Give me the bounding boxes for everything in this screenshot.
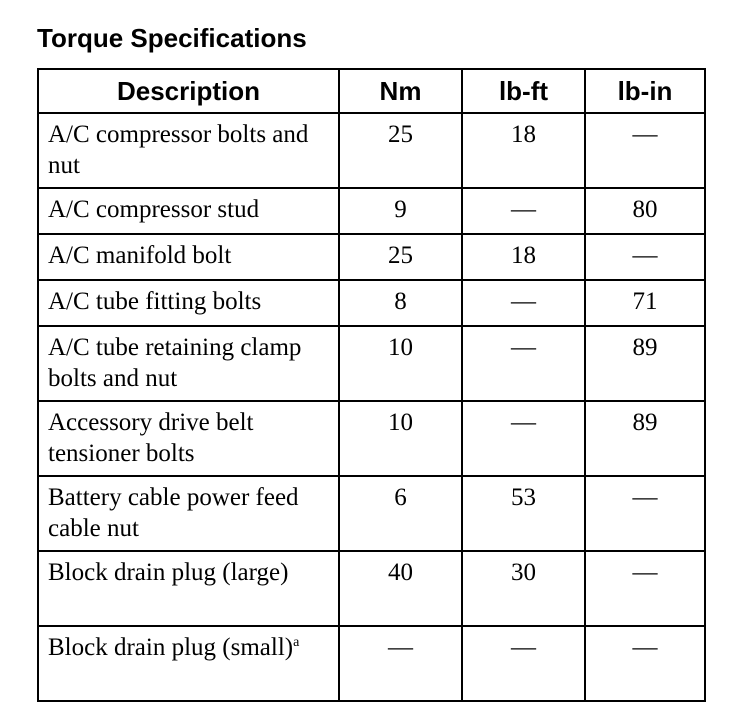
lb-ft-cell: 18 [462,113,585,188]
lb-in-cell: — [585,113,705,188]
lb-in-cell: — [585,234,705,280]
nm-cell: 25 [339,234,462,280]
table-row [38,401,705,476]
table-row [38,326,705,401]
lb-in-cell: — [585,551,705,626]
nm-cell: 8 [339,280,462,326]
description-cell: Block drain plug (large) [38,551,339,626]
description-cell: A/C manifold bolt [38,234,339,280]
lb-in-cell: — [585,476,705,551]
lb-ft-cell: — [462,280,585,326]
table-row [38,476,705,551]
column-header-lb-in: lb-in [585,69,705,113]
description-cell: A/C compressor stud [38,188,339,234]
nm-cell: 6 [339,476,462,551]
table-row [38,234,705,280]
page-title: Torque Specifications [37,23,307,53]
lb-ft-cell: 30 [462,551,585,626]
nm-cell: 10 [339,326,462,401]
table-row [38,626,705,701]
lb-in-cell: 89 [585,326,705,401]
lb-in-cell: 71 [585,280,705,326]
table-row [38,113,705,188]
description-cell: Accessory drive belt tensioner bolts [38,401,339,476]
torque-specifications-table [37,68,706,702]
lb-in-cell: 80 [585,188,705,234]
description-text: Block drain plug (small) [48,634,294,661]
description-cell: A/C tube fitting bolts [38,280,339,326]
nm-cell: 25 [339,113,462,188]
table-row [38,280,705,326]
nm-cell: 40 [339,551,462,626]
footnote-marker: a [293,635,300,650]
description-cell: A/C compressor bolts and nut [38,113,339,188]
table-row [38,551,705,626]
column-header-description: Description [38,69,339,113]
description-cell [38,626,339,701]
lb-ft-cell: — [462,626,585,701]
column-header-lb-ft: lb-ft [462,69,585,113]
lb-ft-cell: — [462,401,585,476]
lb-ft-cell: 53 [462,476,585,551]
table-header-row [38,69,705,113]
lb-in-cell: 89 [585,401,705,476]
description-cell: A/C tube retaining clamp bolts and nut [38,326,339,401]
table-row [38,188,705,234]
lb-ft-cell: — [462,326,585,401]
column-header-nm: Nm [339,69,462,113]
description-cell: Battery cable power feed cable nut [38,476,339,551]
nm-cell: 9 [339,188,462,234]
nm-cell: — [339,626,462,701]
lb-in-cell: — [585,626,705,701]
lb-ft-cell: 18 [462,234,585,280]
nm-cell: 10 [339,401,462,476]
lb-ft-cell: — [462,188,585,234]
